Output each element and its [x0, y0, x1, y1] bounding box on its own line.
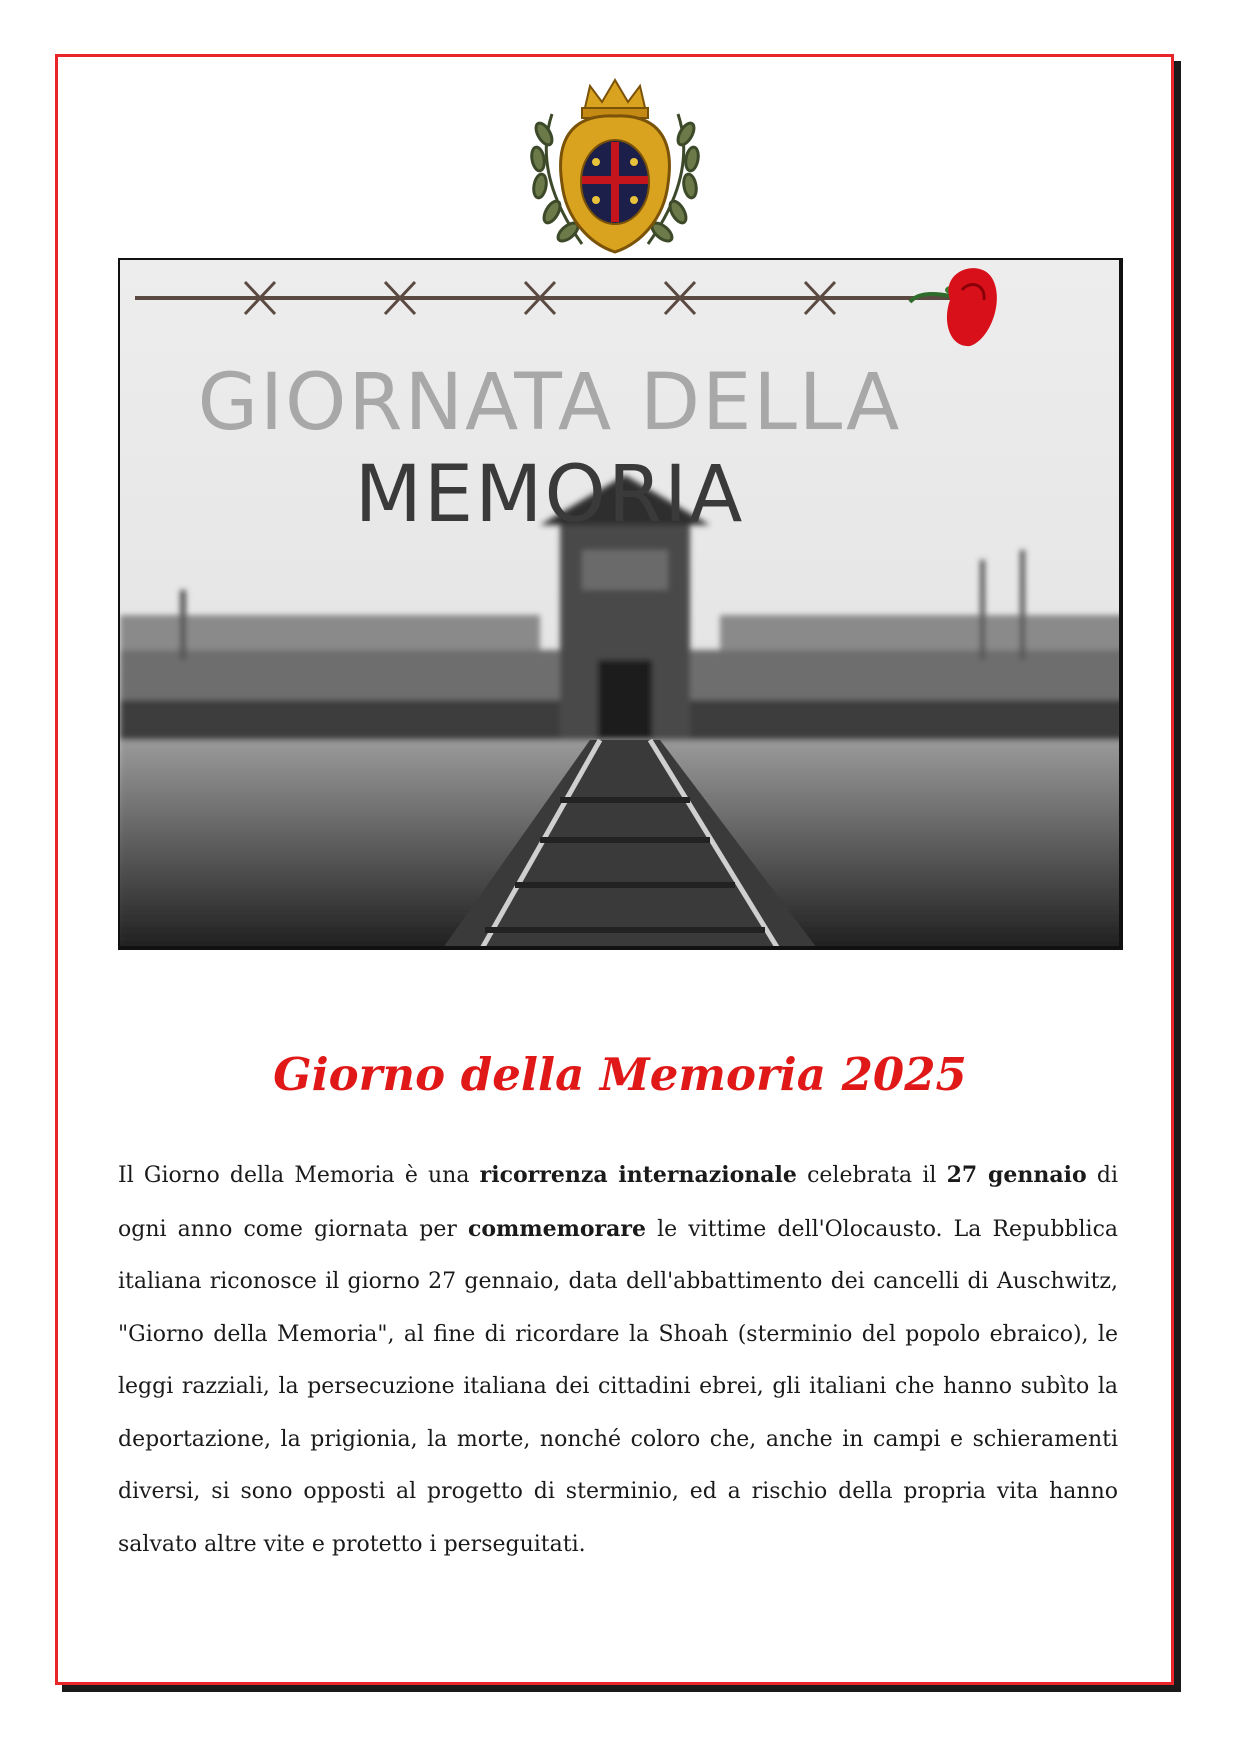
- red-rose-icon: [910, 268, 997, 346]
- coat-of-arms-crest: [522, 74, 708, 258]
- paragraph-segment: le vittime dell'Olocausto. La Repubblica italiana riconosce il giorno 27 gennaio, data dell'abbattimento dei cancelli di Auschwitz, "Giorno della Memoria", al fine di ricordare la Shoah (sterminio del popolo ebraico), le leggi razziali, la persecuzione italiana dei cittadini ebrei, gli italiani che hanno subìto la deportazione, la prigionia, la morte, nonché coloro che, anche in campi e schieramenti diversi, si sono opposti al progetto di sterminio, ed a rischio della propria vita hanno salvato altre vite e protetto i perseguitati.: [118, 1216, 1119, 1557]
- banner-title-line-1: GIORNATA DELLA: [197, 358, 902, 448]
- paragraph-bold-segment: commemorare: [467, 1215, 646, 1242]
- paragraph-segment: Il Giorno della Memoria è una: [118, 1163, 480, 1188]
- body-paragraph: [118, 1149, 1118, 1571]
- banner-title-line-2: MEMORIA: [354, 450, 745, 540]
- paragraph-segment: di ogni anno come giornata per: [118, 1163, 1118, 1242]
- paragraph-bold-segment: 27 gennaio: [946, 1162, 1087, 1188]
- paragraph-segment: celebrata il: [796, 1163, 947, 1188]
- memorial-banner-image: [118, 258, 1123, 950]
- page-title: Giorno della Memoria 2025: [273, 1048, 967, 1101]
- paragraph-bold-segment: ricorrenza internazionale: [479, 1162, 797, 1188]
